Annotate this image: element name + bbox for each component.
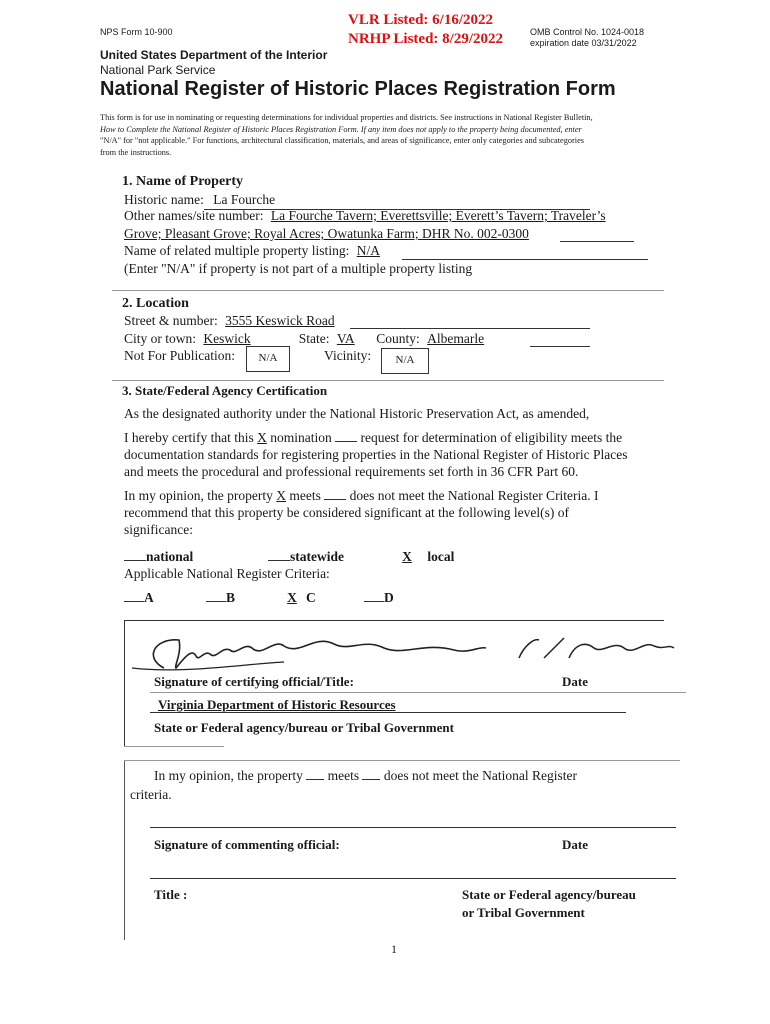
commenting-agency-label: State or Federal agency/bureau [462,887,636,902]
nrhp-listed-stamp: NRHP Listed: 8/29/2022 [348,31,504,47]
statewide-label: statewide [290,549,344,564]
nomination-label: nomination [270,430,332,445]
criterion-a [124,590,154,606]
commenting-title-label: Title : [154,887,188,902]
date-label: Date [562,674,588,689]
opinion-row [124,488,599,504]
certify-text: I hereby certify that this [124,430,254,445]
national-label: national [146,549,194,564]
omb-control-number: OMB Control No. 1024-0018 [530,27,645,37]
form-title: National Register of Historic Places Registration Form [100,78,616,100]
city-row [124,331,484,347]
other-names-label: Other names/site number: [124,208,264,223]
vicinity-box[interactable]: N/A [381,348,429,374]
criterion-d [364,590,394,606]
street-label: Street & number: [124,313,218,328]
certifying-agency-name: Virginia Department of Historic Resources [158,697,396,712]
section-1-heading: 1. Name of Property [122,174,244,189]
instructions-line: How to Complete the National Register of Historic Places Registration Form. If any item does not apply to the property being documented, enter [100,124,582,134]
comment-does-not-meet-label: does not meet the National Register [383,768,577,783]
comment-opinion-text: In my opinion, the property [154,768,303,783]
commenting-signature-label: Signature of commenting official: [154,837,340,852]
department-name: United States Department of the Interior [100,48,328,62]
criterion-b-label: B [226,590,236,605]
signature-image [124,628,684,678]
nomination-check: X [257,430,267,445]
historic-name-row [124,192,275,208]
section-3-heading: 3. State/Federal Agency Certification [122,383,328,398]
city-label: City or town: [124,331,197,346]
expiration-date: expiration date 03/31/2022 [530,38,637,48]
instructions-line: "N/A" for "not applicable." For functions, architectural classification, materials, and areas of significance, enter only categories and subcategories [100,136,584,145]
county-label: County: [376,331,420,346]
multiple-listing-value: N/A [356,243,380,258]
comment-opinion-row [154,768,577,784]
state-value: VA [336,331,355,346]
other-names-value-continued: Grove; Pleasant Grove; Royal Acres; Owatunka Farm; DHR No. 002-0300 [124,226,529,241]
page-number: 1 [391,942,397,956]
local-label: local [427,549,455,564]
other-names-value: La Fourche Tavern; Everettsville; Everett’s Tavern; Traveler’s [270,208,606,223]
significance-national [124,549,193,565]
opinion-text: In my opinion, the property [124,488,273,503]
instructions-line: This form is for use in nominating or requesting determinations for individual properties and districts. See instructions in National Register Bulletin, [100,113,593,122]
request-label: request for determination of eligibility meets the [360,430,623,445]
instructions-line: from the instructions. [100,147,172,157]
street-value: 3555 Keswick Road [225,313,335,328]
vlr-listed-stamp: VLR Listed: 6/16/2022 [348,12,494,28]
opinion-line-2: recommend that this property be considered significant at the following level(s) of [124,505,569,520]
criterion-c [278,590,316,606]
commenting-agency-label-2: or Tribal Government [462,905,585,920]
comment-meets-label: meets [327,768,360,783]
criterion-c-check: X [287,590,297,605]
commenting-date-label: Date [562,837,588,852]
criterion-b [206,590,235,606]
criterion-c-label: C [306,590,316,605]
historic-name-value: La Fourche [213,192,276,207]
criterion-d-label: D [384,590,394,605]
historic-name-label: Historic name: [124,192,204,207]
not-for-publication-box[interactable]: N/A [246,346,290,372]
meets-label: meets [289,488,321,503]
comment-criteria: criteria. [130,787,172,802]
meets-check: X [276,488,286,503]
certify-row [124,430,622,446]
other-names-row [124,208,606,224]
criteria-label: Applicable National Register Criteria: [124,566,330,581]
city-value: Keswick [203,331,251,346]
local-check: X [402,549,412,564]
opinion-line-3: significance: [124,522,193,537]
form-number: NPS Form 10-900 [100,27,173,37]
instructions [100,112,593,158]
multiple-listing-row [124,243,380,259]
agency-name: National Park Service [100,63,216,77]
section-2-heading: 2. Location [122,296,189,311]
criterion-a-label: A [144,590,154,605]
certifying-agency-label: State or Federal agency/bureau or Tribal Government [154,720,454,735]
multiple-listing-label: Name of related multiple property listing: [124,243,350,258]
certify-line-2: documentation standards for registering properties in the National Register of Historic Places [124,447,628,462]
significance-local [390,549,454,565]
county-value: Albemarle [427,331,485,346]
significance-statewide [268,549,344,565]
vicinity-label: Vicinity: [324,348,372,363]
state-label: State: [298,331,330,346]
not-for-publication-label: Not For Publication: [124,348,235,363]
certification-intro: As the designated authority under the National Historic Preservation Act, as amended, [124,406,590,421]
enter-na-note: (Enter "N/A" if property is not part of a multiple property listing [124,261,473,276]
certify-line-3: and meets the procedural and professional requirements set forth in 36 CFR Part 60. [124,464,579,479]
signature-label: Signature of certifying official/Title: [154,674,354,689]
does-not-meet-label: does not meet the National Register Criteria. I [349,488,599,503]
street-row [124,313,335,329]
